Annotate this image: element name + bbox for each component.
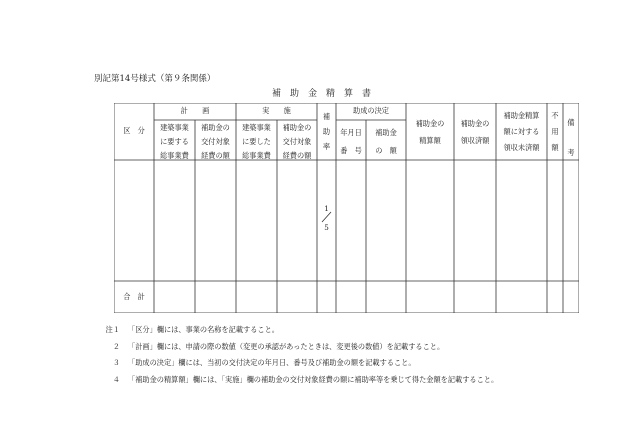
header-keikaku-total-cost: 建築事業 に要する 総事業費: [160, 123, 189, 160]
note-number: ３: [112, 358, 120, 367]
note-number: ４: [112, 374, 120, 384]
header-received-amount: 補助金の 領収済額: [460, 119, 490, 145]
note-text: 「計画」欄には、申請の際の数値（変更の承認があったときは、変更後の数値）を記載すること。: [128, 341, 445, 351]
note-text: 「区分」欄には、事業の名称を記載すること。: [128, 325, 279, 334]
total-row-label: 合 計: [123, 292, 145, 301]
header-subsidy-rate: 補 助 率: [322, 112, 331, 151]
form-number-label: 別記第14号様式（第９条関係）: [94, 74, 216, 84]
note-item: [90, 339, 498, 356]
header-decision-date-number: 年月日 番 号: [340, 128, 362, 155]
header-settlement-amount: 補助金の 精算額: [415, 119, 445, 145]
header-jisshi-eligible-cost: 補助金の 交付対象 経費の額: [282, 123, 312, 160]
header-unused-amount: 不 用 額: [551, 111, 559, 152]
note-item: [90, 372, 498, 389]
header-grant-decision: 助成の決定: [353, 106, 389, 115]
header-unreceived-amount: 補助金精算 額に対する 領収未済額: [503, 111, 540, 152]
notes-section: [90, 322, 498, 388]
header-remarks: 備 考: [567, 118, 575, 157]
document-title: 補 助 金 精 算 書: [272, 89, 372, 99]
note-item: [90, 322, 498, 339]
header-decision-amount: 補助金 の 額: [375, 128, 397, 155]
header-kubun: 区 分: [123, 126, 145, 135]
header-jisshi: 実 施: [262, 106, 291, 115]
note-item: [90, 355, 498, 372]
settlement-table: [114, 103, 579, 313]
subsidy-rate-denominator: 5: [324, 223, 329, 232]
note-number: ２: [112, 341, 120, 351]
header-keikaku: 計 画: [180, 106, 210, 115]
note-text: 「助成の決定」欄には、当初の交付決定の年月日、番号及び補助金の額を記載すること。: [128, 358, 416, 367]
header-keikaku-eligible-cost: 補助金の 交付対象 経費の額: [201, 123, 230, 160]
note-text: 「補助金の精算額」欄には、「実施」欄の補助金の交付対象経費の額に補助率等を乗じて得た金額を記載すること。: [128, 374, 499, 384]
note-number: 注１: [105, 325, 120, 334]
header-jisshi-total-cost: 建築事業 に要した 総事業費: [242, 123, 271, 160]
subsidy-rate-numerator: 1: [324, 204, 329, 213]
